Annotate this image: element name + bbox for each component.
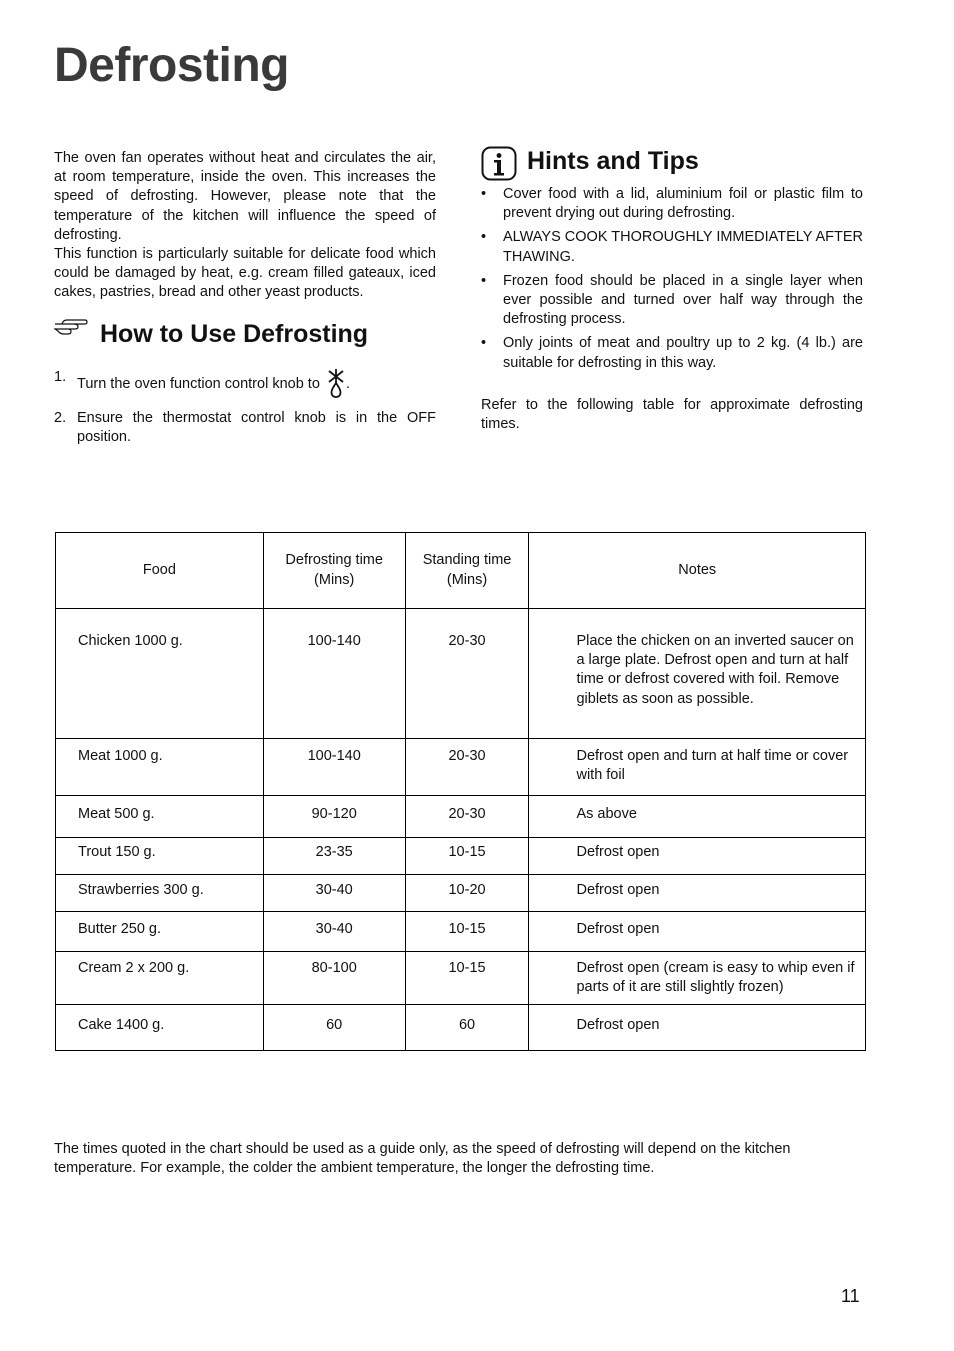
cell-notes: Defrost open: [529, 875, 866, 912]
header-standing-unit: (Mins): [446, 571, 488, 588]
step-number: 1.: [54, 369, 67, 385]
step-number: 2.: [54, 410, 67, 426]
cell-food: Meat 1000 g.: [56, 739, 264, 796]
cell-food: Trout 150 g.: [56, 838, 264, 875]
cell-defrost: 60: [263, 1005, 405, 1051]
header-defrosting-time: [263, 533, 405, 609]
tip-text: Only joints of meat and poultry up to 2 kg. (4 lb.) are suitable for defrosting in this way.: [503, 335, 863, 371]
page-title: Defrosting: [54, 39, 289, 92]
hints-refer: Refer to the following table for approximate defrosting times.: [481, 397, 863, 433]
cell-notes: Defrost open (cream is easy to whip even if parts of it are still slightly frozen): [529, 952, 866, 1005]
cell-standing: 10-15: [405, 838, 529, 875]
header-defrost-unit: (Mins): [314, 571, 355, 588]
hints-list: [481, 185, 863, 378]
cell-defrost: 100-140: [263, 609, 405, 739]
intro-paragraph: The oven fan operates without heat and circulates the air, at room temperature, inside the oven. This increases the speed of defrosting. However, please note that the temperature of the kitchen will influence the speed of defrosting.: [54, 150, 436, 243]
tip-text: ALWAYS COOK THOROUGHLY IMMEDIATELY AFTER THAWING.: [503, 229, 863, 265]
cell-defrost: 80-100: [263, 952, 405, 1005]
table-row: [56, 838, 866, 875]
page-number: 11: [841, 1286, 860, 1306]
table-row: [56, 952, 866, 1005]
cell-food: Butter 250 g.: [56, 912, 264, 952]
hints-info-badge: [481, 146, 517, 186]
table-row: [56, 875, 866, 912]
cell-notes: Defrost open: [529, 912, 866, 952]
hints-heading: Hints and Tips: [527, 147, 699, 175]
info-icon: [481, 146, 517, 181]
cell-standing: 20-30: [405, 609, 529, 739]
cell-notes: Place the chicken on an inverted saucer on a large plate. Defrost open and turn at half time or defrost covered with foil. Remove giblets as soon as possible.: [529, 609, 866, 739]
header-standing-label: Standing time: [422, 552, 512, 569]
cell-standing: 20-30: [405, 796, 529, 838]
cell-defrost: 90-120: [263, 796, 405, 838]
step-suffix: .: [345, 376, 350, 392]
cell-standing: 20-30: [405, 739, 529, 796]
cell-standing: 10-15: [405, 912, 529, 952]
tip-item: • Cover food with a lid, aluminium foil or plastic film to prevent drying out during defrosting.: [481, 186, 863, 222]
footer-note: The times quoted in the chart should be used as a guide only, as the speed of defrosting will depend on the kitchen temperature. For example, the colder the ambient temperature, the longer the defrosting time.: [54, 1141, 791, 1177]
cell-standing: 10-20: [405, 875, 529, 912]
cell-food: Cream 2 x 200 g.: [56, 952, 264, 1005]
cell-notes: Defrost open and turn at half time or cover with foil: [529, 739, 866, 796]
cell-standing: 60: [405, 1005, 529, 1051]
step-item: [54, 409, 436, 447]
tip-text: Cover food with a lid, aluminium foil or plastic film to prevent drying out during defrosting.: [503, 186, 863, 222]
table-row: [56, 912, 866, 952]
defrost-symbol-icon: [326, 368, 346, 398]
header-standing-time: [405, 533, 529, 609]
tip-item: • ALWAYS COOK THOROUGHLY IMMEDIATELY AFTER THAWING.: [481, 229, 863, 265]
header-notes: Notes: [529, 533, 866, 609]
cell-notes: Defrost open: [529, 1005, 866, 1051]
header-defrost-label: Defrosting time: [285, 552, 383, 569]
cell-food: Strawberries 300 g.: [56, 875, 264, 912]
how-to-steps: [54, 368, 436, 458]
how-to-heading: How to Use Defrosting: [100, 320, 369, 348]
cell-standing: 10-15: [405, 952, 529, 1005]
tip-item: • Only joints of meat and poultry up to 2 kg. (4 lb.) are suitable for defrosting in this way.: [481, 335, 863, 371]
header-food: Food: [56, 533, 264, 609]
table-header-row: [56, 533, 866, 609]
step-item: [54, 368, 436, 398]
cell-food: Chicken 1000 g.: [56, 609, 264, 739]
cell-defrost: 100-140: [263, 739, 405, 796]
cell-defrost: 30-40: [263, 875, 405, 912]
intro-text: [54, 149, 436, 303]
tip-item: • Frozen food should be placed in a single layer when ever possible and turned over half way through the defrosting process.: [481, 272, 863, 328]
intro-paragraph: This function is particularly suitable for delicate food which could be damaged by heat, e.g. cream filled gateaux, iced cakes, pastries, bread and other yeast products.: [54, 246, 436, 301]
table-row: [56, 739, 866, 796]
table-row: [56, 609, 866, 739]
step-text: Ensure the thermostat control knob is in the OFF position.: [77, 410, 436, 446]
cell-food: Cake 1400 g.: [56, 1005, 264, 1051]
how-to-pointing-hand: [54, 318, 88, 343]
cell-food: Meat 500 g.: [56, 796, 264, 838]
pointing-hand-icon: [54, 318, 88, 338]
cell-defrost: 30-40: [263, 912, 405, 952]
cell-defrost: 23-35: [263, 838, 405, 875]
cell-notes: Defrost open: [529, 838, 866, 875]
table-row: [56, 796, 866, 838]
defrosting-table: [55, 532, 866, 1051]
step-text: Turn the oven function control knob to: [77, 376, 320, 392]
table-row: [56, 1005, 866, 1051]
tip-text: Frozen food should be placed in a single layer when ever possible and turned over half way through the defrosting process.: [503, 272, 863, 328]
cell-notes: As above: [529, 796, 866, 838]
